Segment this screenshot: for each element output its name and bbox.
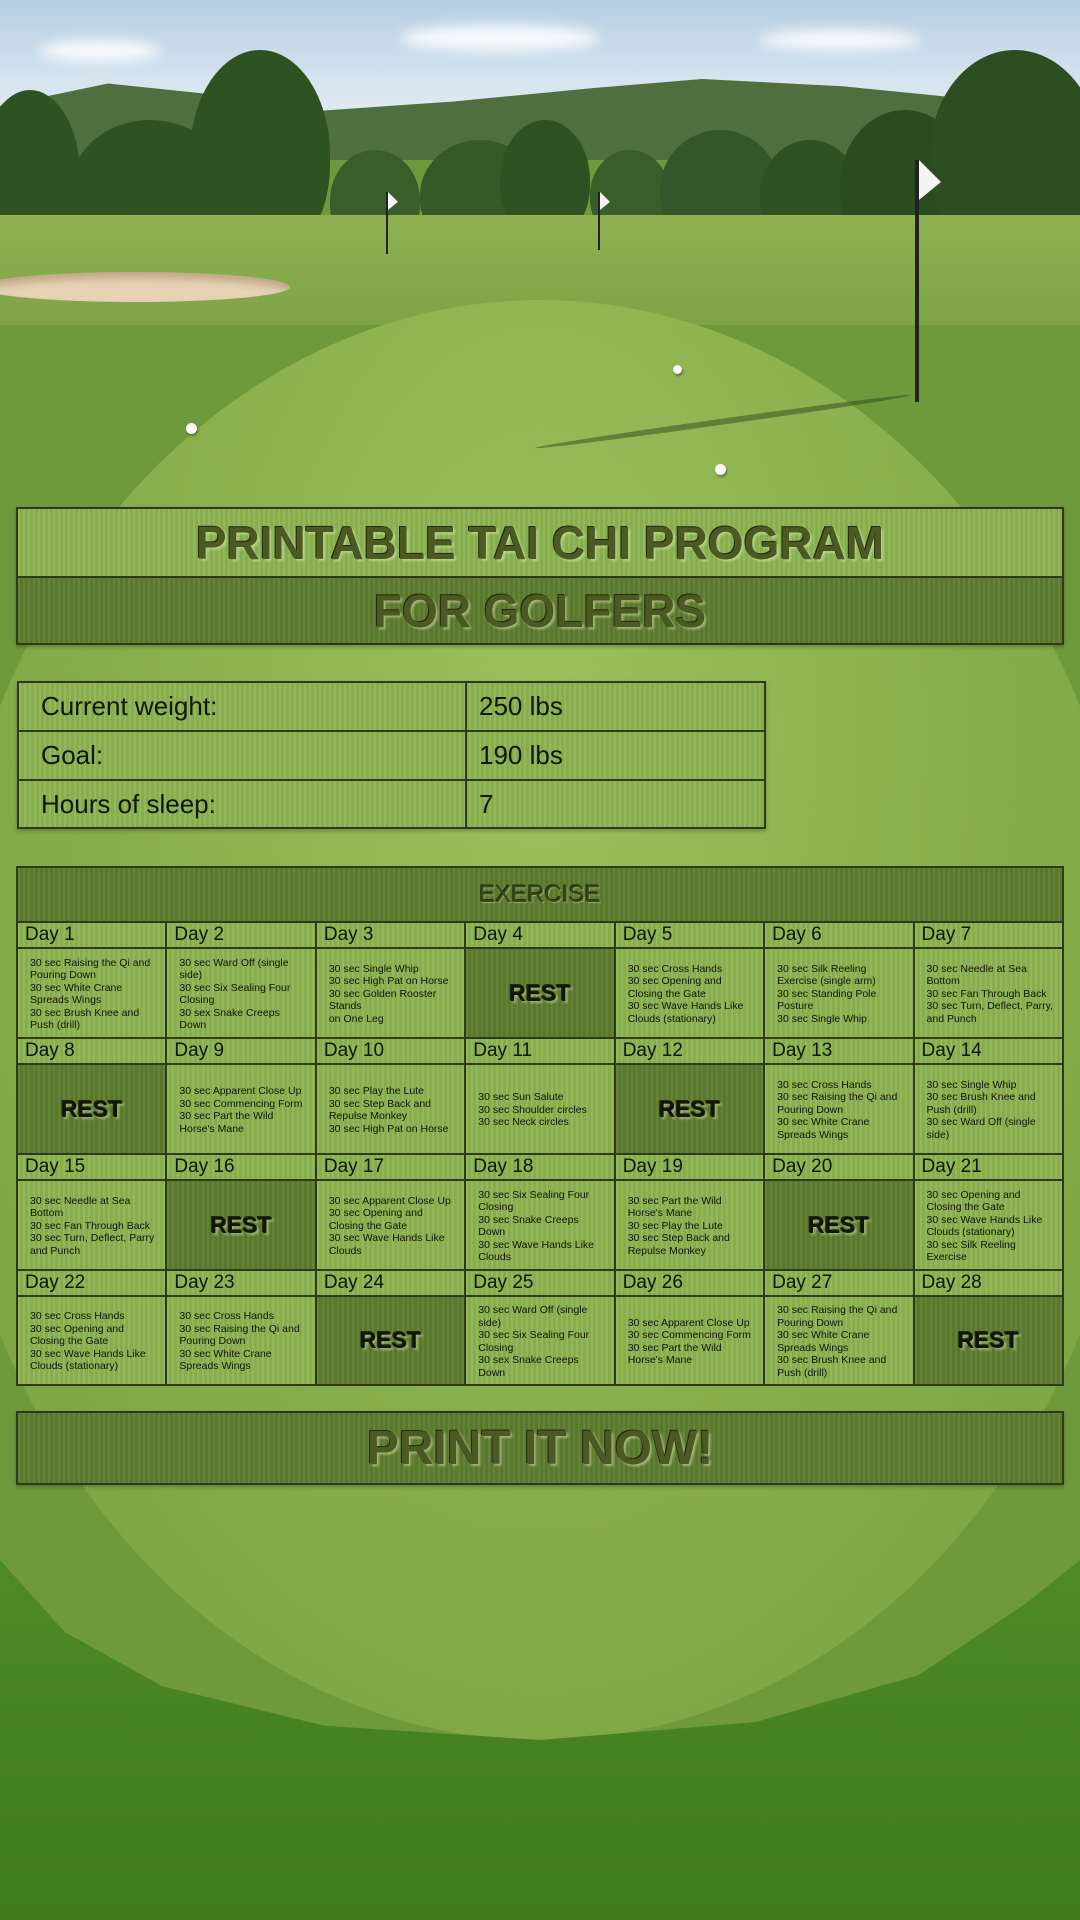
day-label: Day 25 bbox=[466, 1271, 613, 1297]
exercise-item: 30 sec Apparent Close Up bbox=[179, 1085, 302, 1097]
exercise-item: 30 sec Step Back and Repulse Monkey bbox=[627, 1232, 730, 1257]
exercise-item: 30 sec White Crane Spreads Wings bbox=[179, 1347, 272, 1373]
exercise-item: 30 sec White Crane Spreads Wings bbox=[777, 1116, 870, 1141]
day-label: Day 22 bbox=[18, 1271, 165, 1297]
exercise-list bbox=[915, 1065, 1062, 1153]
stats-table bbox=[17, 681, 766, 829]
stats-row-goal bbox=[19, 732, 764, 781]
exercise-item: 30 sec Six Sealing Four Closing bbox=[478, 1188, 590, 1213]
day-cell bbox=[466, 1155, 615, 1269]
exercise-item: 30 sec Fan Through Back bbox=[926, 987, 1047, 1000]
exercise-item: 30 sec Opening and Closing the Gate bbox=[328, 1207, 423, 1232]
exercise-item: 30 sec Fan Through Back bbox=[30, 1219, 151, 1232]
day-cell bbox=[18, 923, 167, 1037]
day-cell bbox=[616, 1039, 765, 1153]
day-cell bbox=[167, 1155, 316, 1269]
calendar-week-row bbox=[18, 1155, 1062, 1271]
rest-day: REST bbox=[167, 1181, 314, 1269]
exercise-item: 30 sec Six Sealing Four Closing bbox=[478, 1329, 590, 1354]
exercise-item: 30 sec Ward Off (single side) bbox=[478, 1304, 588, 1329]
hours-of-sleep-label: Hours of sleep: bbox=[19, 781, 467, 827]
day-cell bbox=[167, 923, 316, 1037]
exercise-item: 30 sec Raising the Qi and Pouring Down bbox=[30, 956, 151, 981]
exercise-list bbox=[167, 1065, 314, 1153]
print-button[interactable]: PRINT IT NOW! bbox=[16, 1411, 1064, 1485]
golf-ball-icon bbox=[186, 423, 197, 434]
title-banner bbox=[16, 507, 1064, 645]
day-label: Day 26 bbox=[616, 1271, 763, 1297]
exercise-list bbox=[616, 1297, 763, 1384]
exercise-item: 30 sec Opening and Closing the Gate bbox=[926, 1188, 1021, 1213]
calendar-week-row bbox=[18, 923, 1062, 1039]
exercise-list bbox=[167, 949, 314, 1037]
exercise-calendar bbox=[16, 866, 1064, 1386]
exercise-item: 30 sec Brush Knee and Push (drill) bbox=[30, 1006, 140, 1031]
golf-ball-icon bbox=[715, 464, 726, 475]
day-label: Day 13 bbox=[765, 1039, 912, 1065]
day-label: Day 3 bbox=[317, 923, 464, 949]
day-label: Day 15 bbox=[18, 1155, 165, 1181]
day-label: Day 7 bbox=[915, 923, 1062, 949]
goal-value: 190 lbs bbox=[479, 740, 563, 770]
exercise-list bbox=[317, 1181, 464, 1269]
exercise-item: on One Leg bbox=[328, 1012, 384, 1025]
exercise-item: 30 sec Needle at Sea Bottom bbox=[30, 1194, 131, 1220]
rest-day: REST bbox=[616, 1065, 763, 1153]
exercise-item: 30 sex Snake Creeps Down bbox=[478, 1354, 579, 1379]
exercise-item: 30 sec Part the Wild Horse's Mane bbox=[627, 1341, 722, 1366]
day-cell bbox=[466, 1271, 615, 1384]
exercise-item: 30 sec Raising the Qi and Pouring Down bbox=[777, 1304, 898, 1329]
page-subtitle: FOR GOLFERS bbox=[18, 578, 1062, 643]
exercise-item: 30 sec Wave Hands Like Clouds bbox=[328, 1232, 445, 1257]
day-cell bbox=[167, 1271, 316, 1384]
exercise-item: 30 sec Wave Hands Like Clouds bbox=[478, 1238, 595, 1263]
day-cell bbox=[616, 1155, 765, 1269]
stats-row-sleep bbox=[19, 781, 764, 827]
day-label: Day 18 bbox=[466, 1155, 613, 1181]
calendar-weeks bbox=[18, 923, 1062, 1384]
day-cell bbox=[915, 1039, 1062, 1153]
exercise-item: 30 sec Raising the Qi and Pouring Down bbox=[777, 1091, 898, 1116]
exercise-list bbox=[18, 1297, 165, 1384]
golf-ball-icon bbox=[673, 365, 682, 374]
exercise-item: 30 sec Commencing Form bbox=[179, 1097, 303, 1110]
exercise-list bbox=[466, 1181, 613, 1269]
day-cell bbox=[915, 1271, 1062, 1384]
exercise-list bbox=[18, 949, 165, 1037]
day-cell bbox=[616, 1271, 765, 1384]
day-label: Day 21 bbox=[915, 1155, 1062, 1181]
rest-day: REST bbox=[18, 1065, 165, 1153]
exercise-item: 30 sec Brush Knee and Push (drill) bbox=[926, 1091, 1036, 1116]
day-cell bbox=[317, 923, 466, 1037]
day-label: Day 27 bbox=[765, 1271, 912, 1297]
calendar-week-row bbox=[18, 1271, 1062, 1384]
exercise-item: 30 sec Wave Hands Like Clouds (stationary) bbox=[926, 1213, 1043, 1238]
day-cell bbox=[18, 1271, 167, 1384]
day-cell bbox=[466, 1039, 615, 1153]
day-label: Day 24 bbox=[317, 1271, 464, 1297]
exercise-item: 30 sec Single Whip bbox=[328, 962, 419, 975]
exercise-item: 30 sec Ward Off (single side) bbox=[926, 1116, 1036, 1141]
exercise-item: 30 sec Single Whip bbox=[777, 1012, 867, 1025]
day-label: Day 17 bbox=[317, 1155, 464, 1181]
exercise-list bbox=[317, 949, 464, 1037]
exercise-list bbox=[765, 949, 912, 1037]
day-label: Day 19 bbox=[616, 1155, 763, 1181]
day-label: Day 8 bbox=[18, 1039, 165, 1065]
day-cell bbox=[765, 1155, 914, 1269]
day-cell bbox=[915, 923, 1062, 1037]
day-cell bbox=[616, 923, 765, 1037]
rest-day: REST bbox=[765, 1181, 912, 1269]
exercise-item: 30 sec Standing Pole Posture bbox=[777, 987, 877, 1013]
page-title: PRINTABLE TAI CHI PROGRAM bbox=[18, 509, 1062, 578]
exercise-item: 30 sec Cross Hands bbox=[30, 1310, 125, 1323]
day-label: Day 2 bbox=[167, 923, 314, 949]
day-label: Day 14 bbox=[915, 1039, 1062, 1065]
rest-day: REST bbox=[466, 949, 613, 1037]
exercise-header: EXERCISE bbox=[18, 868, 1062, 923]
exercise-item: 30 sec Opening and Closing the Gate bbox=[627, 975, 722, 1000]
day-label: Day 28 bbox=[915, 1271, 1062, 1297]
exercise-item: 30 sex Snake Creeps Down bbox=[179, 1006, 280, 1031]
exercise-list bbox=[765, 1297, 912, 1384]
day-cell bbox=[765, 923, 914, 1037]
day-label: Day 23 bbox=[167, 1271, 314, 1297]
day-label: Day 5 bbox=[616, 923, 763, 949]
exercise-item: 30 sec Silk Reeling Exercise (single arm) bbox=[777, 962, 876, 988]
exercise-list bbox=[915, 949, 1062, 1037]
exercise-item: 30 sec Cross Hands bbox=[179, 1310, 274, 1323]
day-cell bbox=[317, 1271, 466, 1384]
exercise-item: 30 sec Apparent Close Up bbox=[627, 1316, 750, 1329]
day-label: Day 6 bbox=[765, 923, 912, 949]
exercise-item: 30 sec Play the Lute bbox=[328, 1085, 424, 1097]
exercise-list bbox=[18, 1181, 165, 1269]
day-label: Day 10 bbox=[317, 1039, 464, 1065]
day-label: Day 12 bbox=[616, 1039, 763, 1065]
exercise-item: 30 sec Part the Wild Horse's Mane bbox=[627, 1194, 722, 1220]
day-cell bbox=[466, 923, 615, 1037]
exercise-list bbox=[466, 1065, 613, 1153]
day-cell bbox=[167, 1039, 316, 1153]
day-cell bbox=[18, 1039, 167, 1153]
day-cell bbox=[765, 1039, 914, 1153]
exercise-list bbox=[616, 1181, 763, 1269]
goal-label: Goal: bbox=[19, 732, 467, 779]
exercise-item: 30 sec Raising the Qi and Pouring Down bbox=[179, 1322, 300, 1348]
day-label: Day 11 bbox=[466, 1039, 613, 1065]
calendar-week-row bbox=[18, 1039, 1062, 1155]
exercise-list bbox=[167, 1297, 314, 1384]
day-label: Day 1 bbox=[18, 923, 165, 949]
hours-of-sleep-value: 7 bbox=[479, 788, 494, 819]
exercise-item: 30 sec Part the Wild Horse's Mane bbox=[179, 1110, 274, 1135]
exercise-list bbox=[915, 1181, 1062, 1269]
exercise-item: 30 sec Turn, Deflect, Parry, and Punch bbox=[926, 1000, 1053, 1025]
current-weight-value: 250 lbs bbox=[479, 691, 563, 721]
exercise-item: 30 sec Turn, Deflect, Parry and Punch bbox=[30, 1232, 155, 1257]
exercise-list bbox=[317, 1065, 464, 1153]
day-label: Day 20 bbox=[765, 1155, 912, 1181]
exercise-item: 30 sec Play the Lute bbox=[627, 1219, 723, 1232]
day-cell bbox=[317, 1039, 466, 1153]
exercise-item: 30 sec Commencing Form bbox=[627, 1329, 751, 1341]
exercise-item: 30 sec Shoulder circles bbox=[478, 1103, 587, 1116]
exercise-item: 30 sec Apparent Close Up bbox=[328, 1194, 451, 1207]
exercise-item: 30 sec High Pat on Horse bbox=[328, 975, 449, 988]
exercise-item: 30 sec Neck circles bbox=[478, 1116, 569, 1129]
rest-day: REST bbox=[317, 1297, 464, 1384]
day-cell bbox=[317, 1155, 466, 1269]
day-cell bbox=[765, 1271, 914, 1384]
exercise-item: 30 sec Brush Knee and Push (drill) bbox=[777, 1354, 887, 1379]
exercise-item: 30 sec Sun Salute bbox=[478, 1091, 564, 1104]
exercise-list bbox=[616, 949, 763, 1037]
exercise-item: 30 sec White Crane Spreads Wings bbox=[777, 1329, 870, 1354]
exercise-item: 30 sec Needle at Sea Bottom bbox=[926, 962, 1027, 988]
day-label: Day 4 bbox=[466, 923, 613, 949]
exercise-item: 30 sec Cross Hands bbox=[627, 962, 723, 975]
exercise-item: 30 sec Cross Hands bbox=[777, 1078, 872, 1091]
day-cell bbox=[915, 1155, 1062, 1269]
stats-row-weight bbox=[19, 683, 764, 732]
exercise-item: 30 sec Single Whip bbox=[926, 1078, 1017, 1091]
exercise-item: 30 sec White Crane Spreads Wings bbox=[30, 981, 123, 1006]
exercise-item: 30 sec Ward Off (single side) bbox=[179, 956, 289, 981]
exercise-item: 30 sec Wave Hands Like Clouds (stationary) bbox=[30, 1347, 146, 1373]
exercise-item: 30 sec Silk Reeling Exercise bbox=[926, 1238, 1016, 1263]
exercise-item: 30 sec Six Sealing Four Closing bbox=[179, 981, 291, 1006]
day-label: Day 9 bbox=[167, 1039, 314, 1065]
day-cell bbox=[18, 1155, 167, 1269]
exercise-item: 30 sec Step Back and Repulse Monkey bbox=[328, 1097, 431, 1122]
exercise-list bbox=[765, 1065, 912, 1153]
day-label: Day 16 bbox=[167, 1155, 314, 1181]
exercise-item: 30 sec Golden Rooster Stands bbox=[328, 987, 437, 1013]
exercise-item: 30 sec Wave Hands Like Clouds (stationary) bbox=[627, 1000, 744, 1025]
current-weight-label: Current weight: bbox=[19, 683, 467, 730]
rest-day: REST bbox=[915, 1297, 1062, 1384]
exercise-item: 30 sec High Pat on Horse bbox=[328, 1122, 449, 1135]
exercise-item: 30 sec Opening and Closing the Gate bbox=[30, 1322, 124, 1348]
exercise-list bbox=[466, 1297, 613, 1384]
exercise-item: 30 sec Snake Creeps Down bbox=[478, 1213, 579, 1238]
